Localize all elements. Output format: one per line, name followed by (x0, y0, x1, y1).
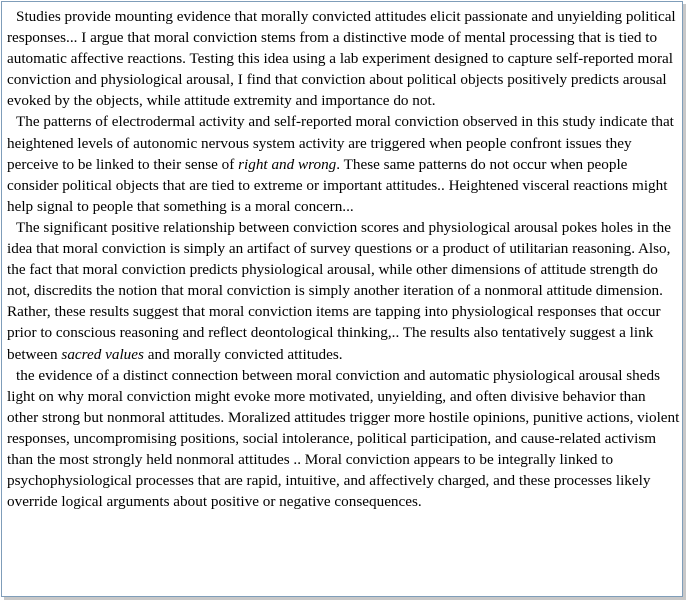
paragraph-2-text-b: . These same patterns do not occur when people consider political objects that are tied to extreme or important attitudes.. Heightened visceral reactions might help signal to people that something is a moral concern... (7, 155, 668, 215)
paragraph-2-emphasis: right and wrong (238, 155, 337, 173)
paragraph-2-text-a: The patterns of electrodermal activity and self-reported moral conviction observed in this study indicate that heightened levels of autonomic nervous system activity are triggered when people confront issues they perceive to be linked to their sense of (7, 113, 674, 173)
paragraph-4 (7, 365, 680, 513)
paragraph-2 (7, 111, 680, 216)
text-excerpt-box (1, 1, 683, 597)
paragraph-1-text: Studies provide mounting evidence that morally convicted attitudes elicit passionate and unyielding political responses... I argue that moral conviction stems from a distinctive mode of mental processing that is tied to automatic affective reactions. Testing this idea using a lab experiment designed to capture self-reported moral conviction and physiological arousal, I find that conviction about political objects positively predicts arousal evoked by the objects, while attitude extremity and importance do not. (7, 8, 676, 110)
paragraph-1 (7, 6, 680, 111)
paragraph-3-emphasis: sacred values (61, 345, 144, 363)
paragraph-4-text: the evidence of a distinct connection between moral conviction and automatic physiological arousal sheds light on why moral conviction might evoke more motivated, unyielding, and often divisive behavior than other strong but nonmoral attitudes. Moralized attitudes trigger more hostile opinions, punitive actions, violent responses, uncompromising positions, social intolerance, political participation, and cause-related activism than the most strongly held nonmoral attitudes .. Moral conviction appears to be integrally linked to psychophysiological processes that are rapid, intuitive, and affectively charged, and these processes likely override logical arguments about positive or negative consequences. (7, 366, 680, 511)
paragraph-3-text-a: The significant positive relationship between conviction scores and physiological arousal pokes holes in the idea that moral conviction is simply an artifact of survey questions or a product of utilitarian reasoning. Also, the fact that moral conviction predicts physiological arousal, while other dimensions of attitude strength do not, discredits the notion that moral conviction is simply another iteration of a nonmoral attitude dimension. Rather, these results suggest that moral conviction items are tapping into physiological responses that occur prior to conscious reasoning and reflect deontological thinking,.. The results also tentatively suggest a link between (7, 218, 672, 363)
paragraph-3-text-b: and morally convicted attitudes. (143, 345, 343, 363)
paragraph-3 (7, 217, 680, 365)
